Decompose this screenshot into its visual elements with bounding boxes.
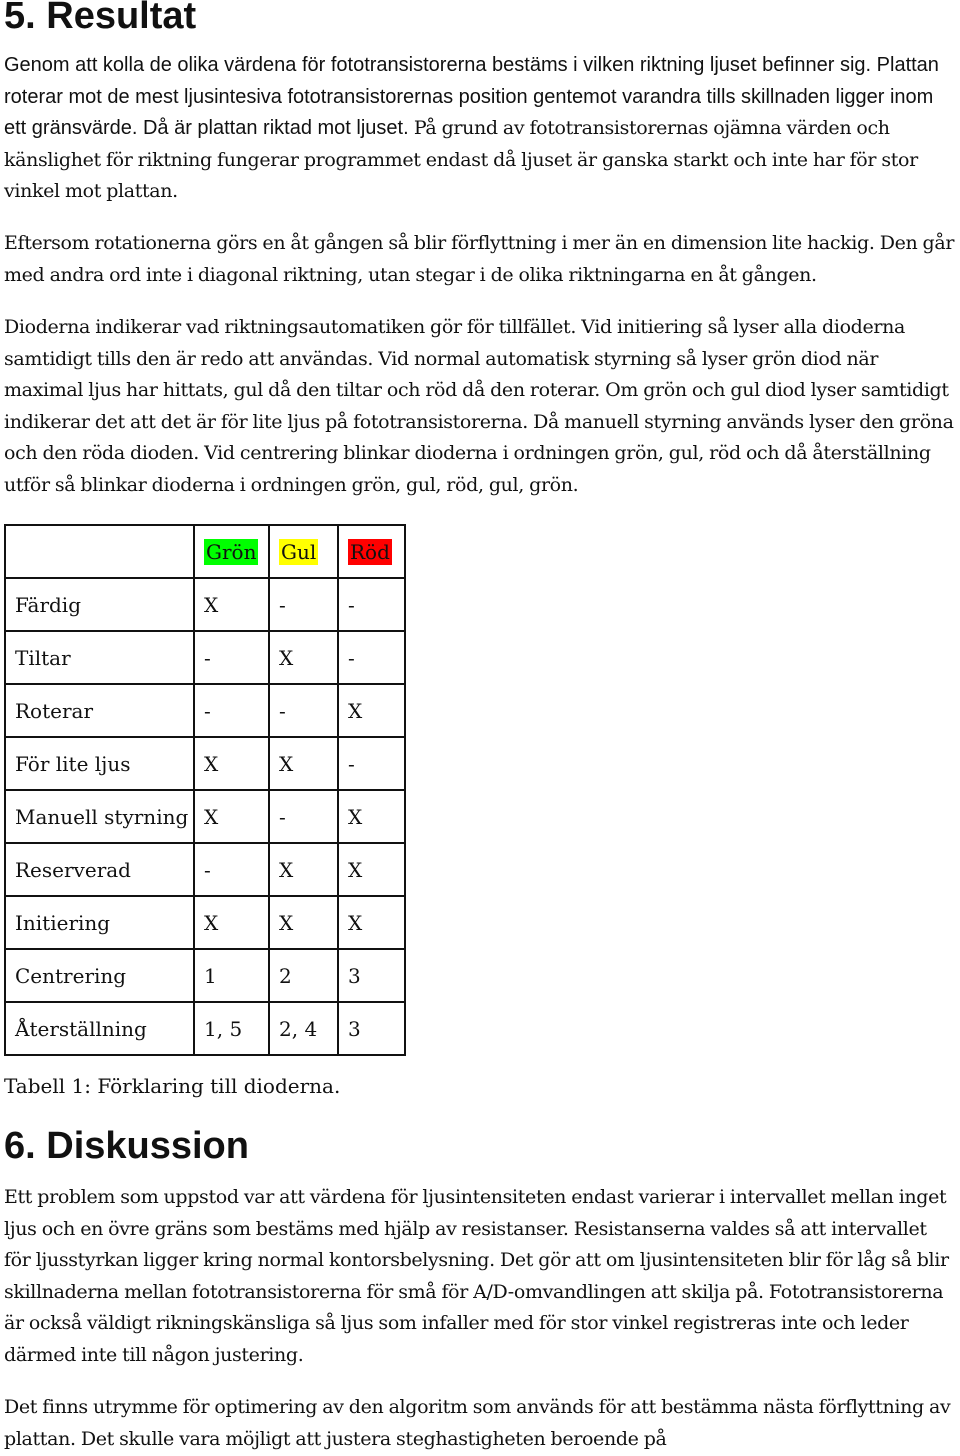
section-heading-resultat: 5. Resultat [4,0,197,37]
status-cell: X [269,631,338,684]
row-label-cell: Reserverad [5,843,194,896]
paragraph-diskussion-1: Ett problem som uppstod var att värdena för ljusintensiteten endast varierar i intervallet mellan inget ljus och en övre gräns som bestäms med hjälp av resistanser. Resistanserna valdes så att intervallet för ljusstyrkan ligger kring normal kontorsbelysning. Det gör att om ljusintensiteten blir för låg så blir skillnaderna mellan fototransistorerna för små för A/D-omvandlingen att skilja på. Fototransistorerna är också väldigt rikningskänsliga så ljus som infaller med för stor vinkel registreras inte och leder därmed inte till någon justering. [4,1186,949,1366]
status-cell: 1, 5 [194,1002,269,1055]
status-cell: X [338,896,405,949]
status-cell: 2 [269,949,338,1002]
status-cell: X [269,896,338,949]
table-header-row [5,525,405,578]
status-cell: - [338,737,405,790]
status-cell: X [338,790,405,843]
table-row [5,578,405,631]
row-label-cell: För lite ljus [5,737,194,790]
status-cell: 3 [338,1002,405,1055]
paragraph-diskussion-2: Det finns utrymme för optimering av den algoritm som används för att bestämma nästa förflyttning av plattan. Det skulle vara möjligt att justera steghastigheten beroende på [4,1396,951,1450]
status-cell: 3 [338,949,405,1002]
row-label-cell: Roterar [5,684,194,737]
status-cell: - [338,631,405,684]
status-cell: X [194,790,269,843]
table-row [5,684,405,737]
header-gul: Gul [281,539,317,564]
row-label-cell: Initiering [5,896,194,949]
table-row [5,790,405,843]
status-cell: X [269,843,338,896]
status-cell: - [194,843,269,896]
status-cell: - [194,631,269,684]
row-label-cell: Återställning [5,1002,194,1055]
table-header-empty [5,525,194,578]
status-cell: X [194,578,269,631]
status-cell: 1 [194,949,269,1002]
status-cell: - [269,790,338,843]
status-cell: - [269,578,338,631]
status-cell: X [194,737,269,790]
table-header-cell [194,525,269,578]
table-row [5,1002,405,1055]
header-gron: Grön [206,539,257,564]
status-cell: - [194,684,269,737]
header-rod: Röd [350,539,390,564]
paragraph-resultat-1-serif: På grund av fototransistorernas ojämna värden och känslighet för riktning fungerar programmet endast då ljuset är ganska starkt och inte har för stor vinkel mot plattan. [4,117,918,202]
paragraph-resultat-1 [4,50,958,208]
row-label-cell: Tiltar [5,631,194,684]
table-header-cell [269,525,338,578]
table-row [5,896,405,949]
status-cell: X [338,684,405,737]
status-cell: 2, 4 [269,1002,338,1055]
table-row [5,631,405,684]
diode-table [4,524,406,1056]
paragraph-resultat-1-sans: Genom att kolla de olika värdena för fototransistorerna bestäms i vilken riktning ljuset befinner sig. Plattan roterar mot de mest ljusintesiva fototransistorernas position gentemot varandra tills skillnaden ligger inom ett gränsvärde. Då är plattan riktad mot ljuset. [4,54,939,139]
paragraph-resultat-2: Eftersom rotationerna görs en åt gången så blir förflyttning i mer än en dimension lite hackig. Den går med andra ord inte i diagonal riktning, utan stegar i de olika riktningarna en åt gången. [4,232,955,286]
status-cell: X [269,737,338,790]
table-row [5,843,405,896]
table-caption: Tabell 1: Förklaring till dioderna. [4,1074,341,1098]
status-cell: X [194,896,269,949]
row-label-cell: Färdig [5,578,194,631]
table-row [5,949,405,1002]
status-cell: X [338,843,405,896]
status-cell: - [338,578,405,631]
paragraph-resultat-3: Dioderna indikerar vad riktningsautomatiken gör för tillfället. Vid initiering så lyser alla dioderna samtidigt tills den är redo att användas. Vid normal automatisk styrning så lyser grön diod när maximal ljus har hittats, gul då den tiltar och röd då den roterar. Om grön och gul diod lyser samtidigt indikerar det att det är för lite ljus på fototransistorerna. Då manuell styrning används lyser den gröna och den röda dioden. Vid centrering blinkar dioderna i ordningen grön, gul, röd och då återställning utför så blinkar dioderna i ordningen grön, gul, röd, gul, grön. [4,316,954,496]
table-header-cell [338,525,405,578]
row-label-cell: Manuell styrning [5,790,194,843]
section-heading-diskussion: 6. Diskussion [4,1125,249,1167]
status-cell: - [269,684,338,737]
row-label-cell: Centrering [5,949,194,1002]
table-row [5,737,405,790]
